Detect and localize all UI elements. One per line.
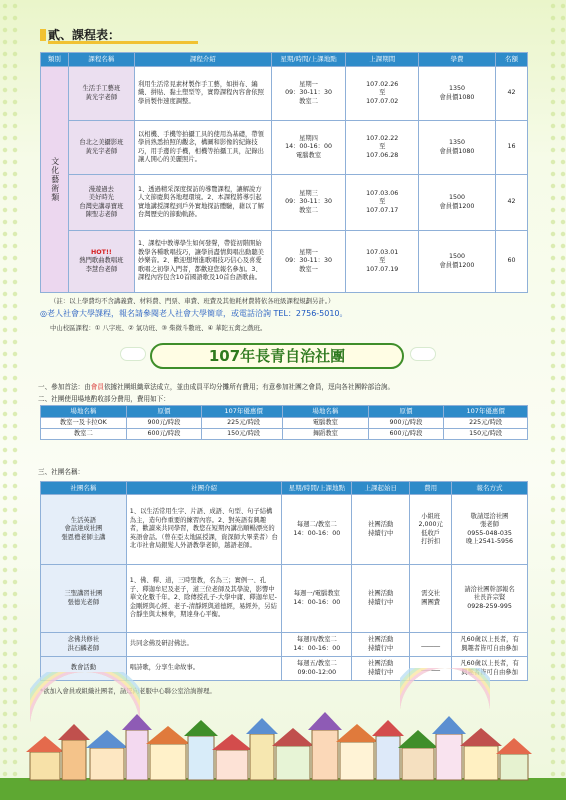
club-name bbox=[41, 633, 127, 657]
club-names-heading: 三、社團名稱： bbox=[38, 468, 85, 476]
club-desc: 1、以生活常用生字、片語、成語、句型、句子結構為主，造句作重要的練習內容。2、對英語有興趣者，歡讀來共同學習，教您在短期內講出順暢漂亮的英語會話。（曾在亞太地區授課，資深師大畢業者）台北市社會局銀髮人外語教學老師，越語老師。 bbox=[126, 495, 282, 565]
fee-line: 團團費 bbox=[421, 598, 441, 606]
fee-table-header bbox=[41, 406, 286, 418]
original-price: 900元/時段 bbox=[368, 418, 444, 429]
teacher-name: 陳聖志老師 bbox=[85, 211, 118, 218]
period-end: 107.06.28 bbox=[366, 151, 399, 159]
course-name bbox=[68, 121, 134, 175]
discount-price: 225元/時段 bbox=[444, 418, 528, 429]
course-period bbox=[346, 175, 419, 231]
course-name bbox=[68, 67, 134, 121]
grass-strip bbox=[0, 778, 566, 800]
house-icon bbox=[308, 712, 342, 780]
club-desc: 1、佛、釋、道，三時聖教，名為三；實例一、孔子、釋迦牟尼及老子，道三位老師及其學說，影響中華文化數千年。2、除傳授孔子-大學中庸、釋迦牟尼-金剛經與心經、老子-清靜經與道德經，易經外，另結合靜坐與太極拳，期達身心平衡。 bbox=[126, 565, 282, 633]
header-fee: 學費 bbox=[419, 53, 496, 67]
club-name-line: 會話達成社團 bbox=[64, 525, 103, 533]
start-line: 社團活動 bbox=[368, 660, 394, 667]
club-schedule bbox=[282, 565, 352, 633]
club-start bbox=[352, 633, 410, 657]
start-line: 社團活動 bbox=[368, 521, 394, 528]
discount-price: 225元/時段 bbox=[202, 418, 286, 429]
schedule-time: 14：00-16：00 bbox=[293, 644, 341, 652]
rule-highlight: 會員 bbox=[90, 383, 104, 391]
course-fee bbox=[419, 121, 496, 175]
club-name-line: 生活英語 bbox=[70, 516, 96, 524]
schedule-room: 教室二 bbox=[299, 206, 318, 214]
period-to: 至 bbox=[379, 89, 386, 97]
period-start: 107.02.22 bbox=[366, 134, 399, 142]
fee-regular: 1500 bbox=[448, 253, 465, 260]
period-to: 至 bbox=[379, 143, 386, 151]
header-original-price: 原價 bbox=[126, 406, 202, 418]
course-schedule bbox=[271, 175, 346, 231]
header-club-schedule: 星期/時間/上課地點 bbox=[282, 482, 352, 495]
period-to: 至 bbox=[379, 257, 386, 265]
club-fee: ______ bbox=[410, 657, 452, 681]
course-desc: 利用生活常見素材製作手工藝，如拼布、編織、拼貼、黏土塑型等，實際課程內容會依照學員製作速度調整。 bbox=[134, 67, 271, 121]
header-club-fee: 費用 bbox=[410, 482, 452, 495]
header-quota: 名額 bbox=[495, 53, 527, 67]
schedule-room: 教室一 bbox=[299, 265, 318, 273]
fee-line: 2,000元 bbox=[418, 521, 443, 528]
signup-line: 張老師 bbox=[480, 521, 499, 528]
club-banner: 107年長青自治社團 bbox=[150, 343, 404, 369]
teacher-name: 黃光宇老師 bbox=[85, 93, 118, 101]
house-icon bbox=[212, 734, 252, 780]
house-icon bbox=[26, 736, 64, 780]
schedule-room: 教室二 bbox=[299, 97, 318, 105]
course-schedule bbox=[271, 231, 346, 293]
house-icon bbox=[496, 738, 532, 780]
header-discount-price: 107年優惠價 bbox=[444, 406, 528, 418]
header-original-price: 原價 bbox=[368, 406, 444, 418]
fee-regular: 1500 bbox=[448, 194, 465, 201]
course-name-line: 美好時光 bbox=[88, 194, 114, 201]
schedule-day-room: 每週四/教室二 bbox=[296, 636, 337, 643]
join-note: *欲加入會員或組織社團者，請逕向老服中心聯公室洽詢辦理。 bbox=[40, 687, 216, 695]
signup-line: 社長許宗賢 bbox=[473, 594, 506, 602]
house-icon bbox=[122, 714, 152, 780]
table-row bbox=[41, 67, 528, 121]
fee-table-header bbox=[283, 406, 528, 418]
period-end: 107.07.02 bbox=[366, 97, 399, 105]
club-name bbox=[41, 565, 127, 633]
club-name bbox=[41, 495, 127, 565]
title-bullet bbox=[40, 29, 46, 41]
club-desc: 唱詩歌，分享生命故事。 bbox=[126, 657, 282, 681]
schedule-time: 09:00-12:00 bbox=[297, 668, 337, 676]
original-price: 600元/時段 bbox=[368, 429, 444, 440]
rule-text: 依據社團組織章法成立，並由成員平均分攤所有費用；有意參加社團之會員，逕向各社團幹部洽詢。 bbox=[103, 383, 395, 391]
house-icon bbox=[86, 730, 128, 780]
period-end: 107.07.19 bbox=[366, 265, 399, 273]
section-title: 貳、課程表： bbox=[48, 26, 198, 44]
header-schedule: 星期/時間/上課地點 bbox=[271, 53, 346, 67]
header-club-signup: 報名方式 bbox=[452, 482, 528, 495]
period-start: 107.02.26 bbox=[366, 80, 399, 88]
club-schedule bbox=[282, 495, 352, 565]
schedule-day: 星期一 bbox=[299, 80, 318, 88]
club-table bbox=[40, 481, 528, 681]
club-start bbox=[352, 565, 410, 633]
signup-line: 凡60歲以上長者，有 bbox=[460, 660, 519, 667]
schedule-day-room: 每週二/教室二 bbox=[296, 521, 337, 528]
course-period bbox=[346, 121, 419, 175]
schedule-day-room: 每週五/教室二 bbox=[296, 660, 337, 667]
club-teacher: 張恩禮老師主講 bbox=[61, 533, 106, 541]
house-icon bbox=[460, 728, 502, 780]
course-quota: 60 bbox=[495, 231, 527, 293]
fee-note: （註：以上學費均不含講義費、材料費、門票、車費、班費及其他耗材費將依各班級課程規劃另計。） bbox=[50, 297, 335, 305]
course-name-line: 生活手工藝班 bbox=[82, 85, 121, 92]
club-signup bbox=[452, 565, 528, 633]
signup-phone: 晚上2541-5956 bbox=[466, 538, 514, 545]
house-icon bbox=[336, 724, 378, 780]
table-row bbox=[41, 495, 528, 565]
fee-line: 低收戶 bbox=[421, 529, 441, 537]
course-schedule bbox=[271, 121, 346, 175]
table-row bbox=[41, 633, 528, 657]
start-line: 社團活動 bbox=[368, 590, 394, 597]
venue-name: 舞蹈教室 bbox=[283, 429, 369, 440]
header-club-intro: 社團介紹 bbox=[126, 482, 282, 495]
house-icon bbox=[398, 730, 438, 780]
header-discount-price: 107年優惠價 bbox=[202, 406, 286, 418]
schedule-time: 09：30-11：30 bbox=[285, 198, 332, 206]
header-venue: 場地名稱 bbox=[41, 406, 127, 418]
header-course-intro: 課程介紹 bbox=[134, 53, 271, 67]
club-start bbox=[352, 657, 410, 681]
period-start: 107.03.06 bbox=[366, 189, 399, 197]
house-icon bbox=[246, 718, 278, 780]
course-quota: 42 bbox=[495, 67, 527, 121]
original-price: 600元/時段 bbox=[126, 429, 202, 440]
header-club-start: 上課起始日 bbox=[352, 482, 410, 495]
venue-name: 教室二 bbox=[41, 429, 127, 440]
category-cell: 文化藝術類 bbox=[41, 67, 69, 293]
club-fee bbox=[410, 495, 452, 565]
signup-line: 興趣者皆可自由參加 bbox=[461, 644, 518, 652]
schedule-day: 星期一 bbox=[299, 248, 318, 256]
fee-member: 會員價1200 bbox=[439, 202, 475, 210]
course-name-line: 熱門歌曲教唱班 bbox=[79, 257, 124, 265]
club-start bbox=[352, 495, 410, 565]
club-table-header bbox=[41, 482, 528, 495]
signup-phone: 0928-259-995 bbox=[467, 602, 512, 610]
course-table bbox=[40, 52, 528, 293]
table-row bbox=[41, 231, 528, 293]
club-fee: ______ bbox=[410, 633, 452, 657]
table-row bbox=[41, 175, 528, 231]
fee-regular: 1350 bbox=[448, 139, 465, 146]
discount-price: 150元/時段 bbox=[202, 429, 286, 440]
club-desc: 共同念佛及研討佛法。 bbox=[126, 633, 282, 657]
club-teacher: 洪石麟老師 bbox=[67, 644, 100, 652]
decor-dots-right bbox=[548, 0, 566, 800]
schedule-time: 14：00-16：00 bbox=[293, 529, 341, 537]
course-fee bbox=[419, 175, 496, 231]
header-club-name: 社團名稱 bbox=[41, 482, 127, 495]
fee-regular: 1350 bbox=[448, 85, 465, 92]
course-fee bbox=[419, 231, 496, 293]
club-name-line: 三聖講習社團 bbox=[64, 590, 103, 597]
club-signup bbox=[452, 495, 528, 565]
signup-line: 凡60歲以上長者，有 bbox=[460, 636, 519, 643]
club-rule-2: 二、社團使用場地酌收部分費用，費用如下： bbox=[38, 395, 170, 403]
header-venue: 場地名稱 bbox=[283, 406, 369, 418]
house-icon bbox=[146, 726, 190, 780]
schedule-time: 14：00-16：00 bbox=[293, 598, 341, 606]
header-course-name: 課程名稱 bbox=[68, 53, 134, 67]
course-name-line: 台灣史講尋寶班 bbox=[79, 202, 124, 210]
start-line: 持續行中 bbox=[368, 668, 394, 676]
course-period bbox=[346, 67, 419, 121]
table-row bbox=[283, 429, 528, 440]
course-desc: 1、課程中教導學生如何發聲，帶從初階開始教學各種歌唱技巧，讓學員盡情與唱出動聽美妙樂音。2、歡迎想增進歌唱技巧信心及喜愛歌唱之初學入門者，都歡迎您報名參加。3、課程內容包含10首國語歌及10首台語歌曲。 bbox=[134, 231, 271, 293]
club-teacher: 張德光老師 bbox=[67, 598, 100, 606]
teacher-name: 李慧台老師 bbox=[85, 265, 118, 273]
course-table-header bbox=[41, 53, 528, 67]
period-end: 107.07.17 bbox=[366, 206, 399, 214]
course-schedule bbox=[271, 67, 346, 121]
table-row bbox=[41, 418, 286, 429]
discount-price: 150元/時段 bbox=[444, 429, 528, 440]
fee-member: 會員價1080 bbox=[439, 147, 475, 155]
course-name bbox=[68, 231, 134, 293]
schedule-room: 電腦教室 bbox=[295, 151, 322, 159]
decor-dots-left bbox=[0, 0, 18, 800]
schedule-time: 09：30-11：30 bbox=[285, 89, 332, 97]
house-icon bbox=[58, 724, 90, 780]
schedule-time: 14：00-16：00 bbox=[285, 143, 332, 151]
start-line: 持續行中 bbox=[368, 529, 394, 537]
club-schedule bbox=[282, 633, 352, 657]
venue-name: 電腦教室 bbox=[283, 418, 369, 429]
period-to: 至 bbox=[379, 198, 386, 206]
table-row bbox=[41, 565, 528, 633]
fee-member: 會員價1200 bbox=[439, 261, 475, 269]
course-desc: 1、透過精采深度探訪的導覽課程，讓解說方人文節慶與各地理環境。2、本課程將導引起實地講授課程到戶外實地探訪體驗，藉以了解台灣歷史的節動軌跡。 bbox=[134, 175, 271, 231]
table-row bbox=[41, 429, 286, 440]
signup-line: 興趣者皆可自由參加 bbox=[461, 668, 518, 676]
course-quota: 16 bbox=[495, 121, 527, 175]
fee-line: 打折扣 bbox=[421, 538, 441, 545]
period-start: 107.03.01 bbox=[366, 248, 399, 256]
house-icon bbox=[372, 720, 404, 780]
course-period bbox=[346, 231, 419, 293]
course-name bbox=[68, 175, 134, 231]
course-name-line: 台北之美攝影班 bbox=[79, 139, 124, 146]
course-quota: 42 bbox=[495, 175, 527, 231]
club-name-line: 念佛共修社 bbox=[67, 636, 100, 643]
club-signup bbox=[452, 633, 528, 657]
signup-phone: 0955-048-035 bbox=[467, 529, 512, 537]
start-line: 持續行中 bbox=[368, 644, 394, 652]
venue-fee-table-left bbox=[40, 405, 286, 440]
header-period: 上課期間 bbox=[346, 53, 419, 67]
fee-line: 需交社 bbox=[421, 590, 441, 597]
course-desc: 以相機、手機等拍攝工具的使用為基礎，帶領學員熟悉拍照的觀念，構圖和影像的紀錄技巧，用手邊的手機，相機等拍攝工具，記錄出讓人開心的美麗照片。 bbox=[134, 121, 271, 175]
signup-line: 請洽社團幹部報名 bbox=[464, 585, 515, 593]
original-price: 900元/時段 bbox=[126, 418, 202, 429]
club-name: 教會活動 bbox=[41, 657, 127, 681]
fee-line: 小組班 bbox=[421, 512, 441, 520]
table-row bbox=[41, 121, 528, 175]
village-illustration bbox=[0, 700, 566, 800]
start-line: 持續行中 bbox=[368, 598, 394, 606]
contact-line: ◎老人社會大學課程，報名請參閱老人社會大學簡章，或電話洽詢 TEL：2756-5010。 bbox=[40, 309, 348, 318]
table-row bbox=[283, 418, 528, 429]
schedule-day: 星期四 bbox=[299, 134, 318, 142]
schedule-day-room: 每週一/電腦教室 bbox=[293, 590, 340, 597]
rule-text: 一、參加首法：由 bbox=[38, 383, 91, 391]
house-icon bbox=[272, 728, 314, 780]
cloud-icon bbox=[120, 347, 146, 361]
course-fee bbox=[419, 67, 496, 121]
club-fee bbox=[410, 565, 452, 633]
venue-fee-table-right bbox=[282, 405, 528, 440]
venue-name: 教室一及卡拉OK bbox=[41, 418, 127, 429]
house-icon bbox=[432, 716, 466, 780]
course-name-line: 漫遊過去 bbox=[88, 185, 114, 193]
header-category: 類別 bbox=[41, 53, 69, 67]
cloud-icon bbox=[410, 347, 436, 361]
club-schedule bbox=[282, 657, 352, 681]
zhongshan-note: 中山校區課程：① 八字班、② 氣功班、③ 柴微斗數班、④ 華陀五禽之戲班。 bbox=[50, 324, 267, 332]
hot-badge: HOT!! bbox=[91, 248, 112, 256]
teacher-name: 黃光宇老師 bbox=[85, 147, 118, 155]
schedule-time: 09：30-11：30 bbox=[285, 257, 332, 265]
schedule-day: 星期三 bbox=[299, 189, 318, 197]
fee-member: 會員價1080 bbox=[439, 93, 475, 101]
club-rule-1 bbox=[38, 381, 394, 391]
start-line: 社團活動 bbox=[368, 636, 394, 643]
signup-line: 敬請逕洽社團 bbox=[470, 512, 509, 520]
